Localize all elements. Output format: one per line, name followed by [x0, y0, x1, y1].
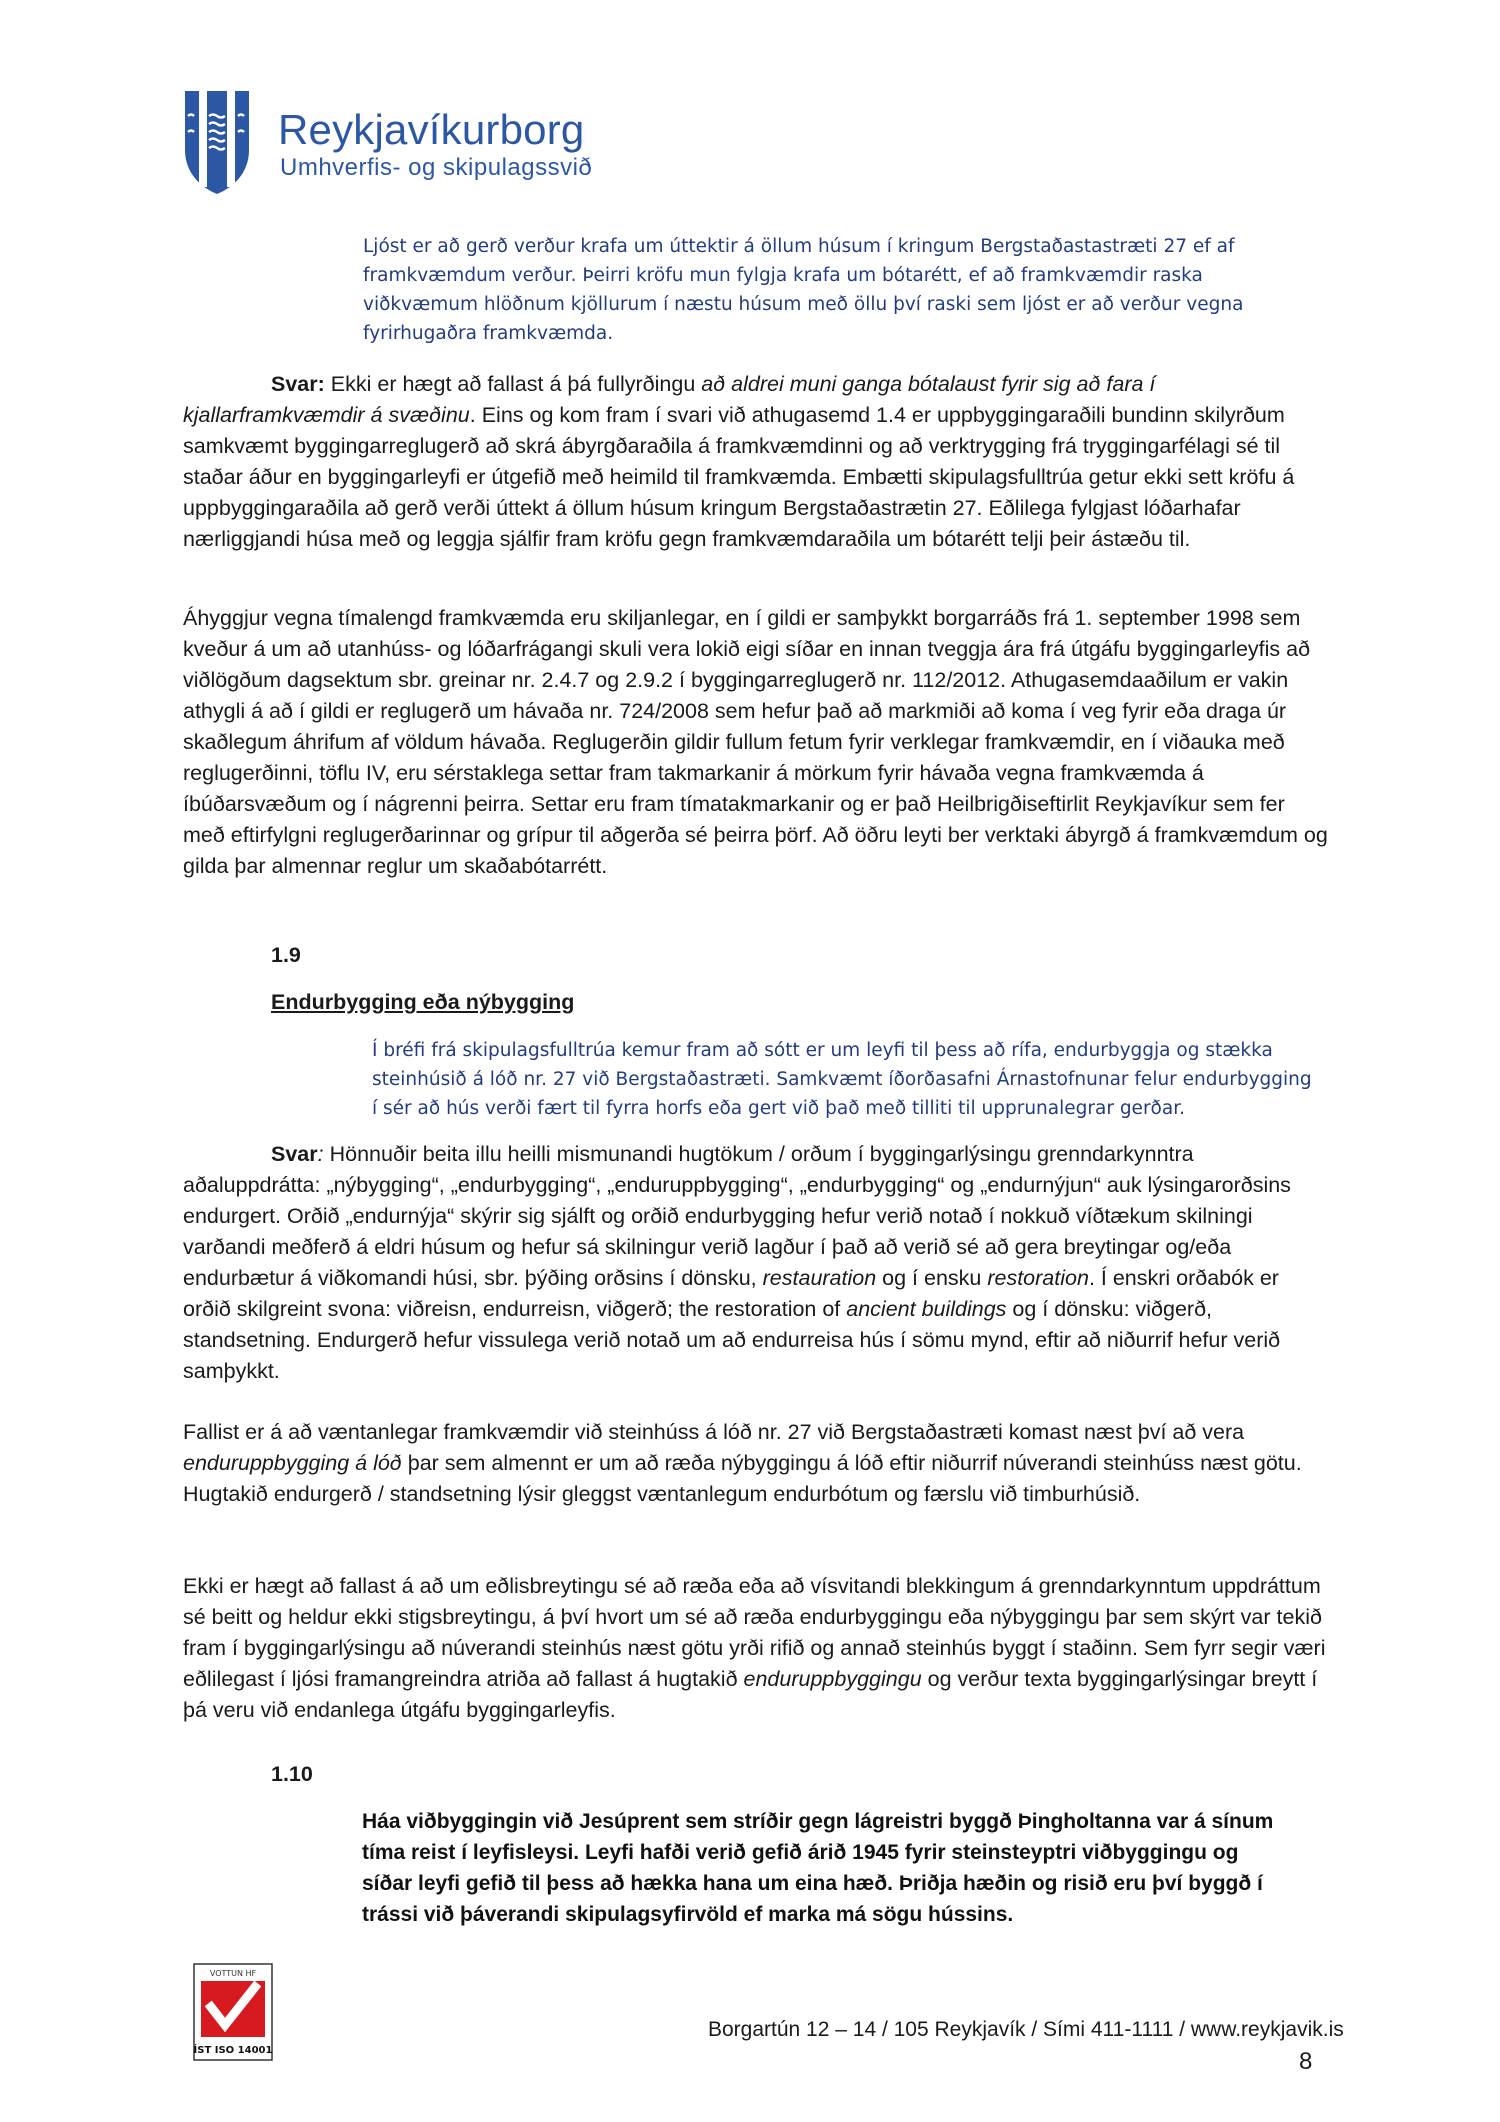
certification-check-icon [193, 1963, 273, 2061]
city-shield-icon [182, 88, 252, 196]
quote-line: í sér að hús verði fært til fyrra horfs eða gert við það með tilliti til upprunalegrar gerðar. [372, 1098, 1185, 1119]
quote-line: síðar leyfi gefið til þess að hækka hana um eina hæð. Þriðja hæðin og risið eru því byggð í [362, 1872, 1263, 1895]
answer-label: Svar [271, 1142, 318, 1166]
quote-line: Í bréfi frá skipulagsfulltrúa kemur fram að sótt er um leyfi til þess að rífa, endurbyggja og stækka [372, 1040, 1273, 1061]
quote-block-1 [363, 232, 1323, 348]
page-number: 8 [1299, 2048, 1313, 2075]
quote-line: Háa viðbyggingin við Jesúprent sem stríðir gegn lágreistri byggð Þingholtanna var á sínum [362, 1810, 1274, 1833]
quote-line: trássi við þáverandi skipulagsyfirvöld ef marka má sögu hússins. [362, 1903, 1014, 1926]
footer-address: Borgartún 12 – 14 / 105 Reykjavík / Sími 411-1111 / www.reykjavik.is [708, 2018, 1344, 2041]
answer-paragraph-2: Svar: Hönnuðir beita illu heilli mismunandi hugtökum / orðum í byggingarlýsingu grenndarkynntra aðaluppdrátta: „nýbygging“, „endurbygging“, „enduruppbygging“, „endurbygging“ og „endurnýjun“ auk lýsingarorðsins endurgert. Orðið „endurnýja“ skýrir sig sjálft og orðið endurbygging hefur verið notað í nokkuð víðtækum skilningi varðandi meðferð á eldri húsum og hefur sá skilningur verið lagður í það að verið sé að gera breytingar og/eða endurbætur á viðkomandi húsi, sbr. þýðing orðsins í dönsku, restauration og í ensku restoration. Í enskri orðabók er orðið skilgreint svona: viðreisn, endurreisn, viðgerð; the restoration of ancient buildings og í dönsku: viðgerð, standsetning. Endurgerð hefur vissulega verið notað um að endurreisa hús í sömu mynd, eftir að niðurrif hefur verið samþykkt. [183, 1142, 1291, 1383]
cert-top-text: VOTTUN HF [209, 1969, 257, 1978]
answer-paragraph-1: Svar: Ekki er hægt að fallast á þá fullyrðingu að aldrei muni ganga bótalaust fyrir sig að fara í kjallarframkvæmdir á svæðinu. Eins og kom fram í svari við athugasemd 1.4 er uppbyggingaraðili bundinn skilyrðum samkvæmt byggingarreglugerð að skrá ábyrgðaraðila á framkvæmdinni og að verktrygging frá tryggingarfélagi sé til staðar áður en byggingarleyfi er útgefið með heimild til framkvæmda. Embætti skipulagsfulltrúa getur ekki sett kröfu á uppbyggingaraðila að gerð verði úttekt á öllum húsum kringum Bergstaðastrætin 27. Eðlilega fylgjast lóðarhafar nærliggjandi húsa með og leggja sjálfir fram kröfu gegn framkvæmdaraðila um bótarétt telji þeir ástæðu til. [183, 372, 1295, 551]
cert-bottom-text: ÍST ISO 14001 [193, 2045, 273, 2056]
paragraph-noise-regulation: Áhyggjur vegna tímalengd framkvæmda eru skiljanlegar, en í gildi er samþykkt borgarráðs frá 1. september 1998 sem kveður á um að utanhúss- og lóðarfrágangi skuli vera lokið eigi síðar en innan tveggja ára frá útgáfu byggingarleyfis að viðlögðum dagsektum sbr. greinar nr. 2.4.7 og 2.9.2 í byggingarreglugerð nr. 112/2012. Athugasemdaaðilum er vakin athygli á að í gildi er reglugerð um hávaða nr. 724/2008 sem hefur það að markmiði að koma í veg fyrir eða draga úr skaðlegum áhrifum af völdum hávaða. Reglugerðin gildir fullum fetum fyrir verklegar framkvæmdir, en í viðauka með reglugerðinni, töflu IV, eru sérstaklega settar fram takmarkanir á mörkum fyrir hávaða vegna framkvæmda á íbúðarsvæðum og í nágrenni þeirra. Settar eru fram tímatakmarkanir og er það Heilbrigðiseftirlit Reykjavíkur sem fer með eftirfylgni reglugerðarinnar og grípur til aðgerða sé þeirra þörf. Að öðru leyti ber verktaki ábyrgð á framkvæmdum og gilda þar almennar reglur um skaðabótarrétt. [183, 606, 1328, 878]
quote-line: framkvæmdum verður. Þeirri kröfu mun fylgja krafa um bótarétt, ef að framkvæmdir raska [363, 265, 1203, 286]
answer-label: Svar: [271, 372, 325, 396]
quote-line: Ljóst er að gerð verður krafa um úttektir á öllum húsum í kringum Bergstaðastastræti 27 ef af [363, 236, 1235, 257]
paragraph-reconstruction: Fallist er á að væntanlegar framkvæmdir við steinhúss á lóð nr. 27 við Bergstaðastræti komast næst því að vera enduruppbygging á lóð þar sem almennt er um að ræða nýbyggingu á lóð eftir niðurrif núverandi steinhúss næst götu. Hugtakið endurgerð / standsetning lýsir gleggst væntanlegum endurbótum og færslu við timburhúsið. [183, 1420, 1302, 1506]
department-name: Umhverfis- og skipulagssvið [280, 154, 593, 181]
quote-block-2 [372, 1036, 1332, 1123]
section-number-1-10: 1.10 [271, 1762, 313, 1786]
org-name: Reykjavíkurborg [278, 106, 585, 153]
section-title-1-9: Endurbygging eða nýbygging [271, 990, 575, 1014]
reykjavik-logo [182, 88, 622, 198]
quote-line: fyrirhugaðra framkvæmda. [363, 323, 614, 344]
section-number-1-9: 1.9 [271, 943, 301, 967]
quote-line: steinhúsið á lóð nr. 27 við Bergstaðastræti. Samkvæmt íðorðasafni Árnastofnunar felur endurbygging [372, 1069, 1312, 1090]
quote-block-3 [362, 1806, 1312, 1930]
iso-certification-badge [193, 1963, 273, 2061]
paragraph-nature-change: Ekki er hægt að fallast á að um eðlisbreytingu sé að ræða eða að vísvitandi blekkingum á grenndarkynntum uppdráttum sé beitt og heldur ekki stigsbreytingu, á því hvort um sé að ræða endurbyggingu eða nýbyggingu þar sem skýrt var tekið fram í byggingarlýsingu að núverandi steinhús næst götu yrði rifið og annað steinhús byggt í staðinn. Sem fyrr segir væri eðlilegast í ljósi framangreindra atriða að fallast á hugtakið enduruppbyggingu og verður texta byggingarlýsingar breytt í þá veru við endanlega útgáfu byggingarleyfis. [183, 1574, 1326, 1722]
quote-line: viðkvæmum hlöðnum kjöllurum í næstu húsum með öllu því raski sem ljóst er að verður vegna [363, 294, 1244, 315]
quote-line: tíma reist í leyfisleysi. Leyfi hafði verið gefið árið 1945 fyrir steinsteyptri viðbyggingu og [362, 1841, 1239, 1864]
